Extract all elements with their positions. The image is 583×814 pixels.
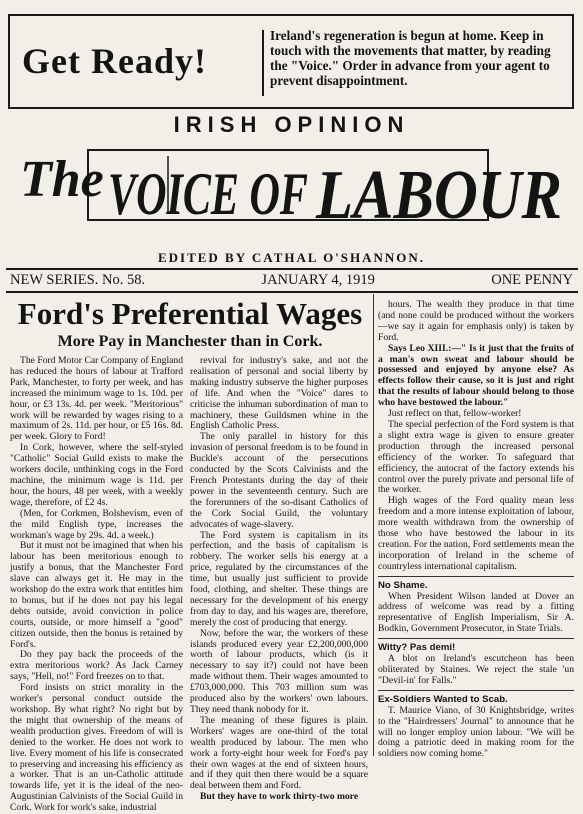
issue-date: JANUARY 4, 1919 [261,272,375,288]
header-divider [262,30,264,96]
ex-soldiers-heading: Ex-Soldiers Wanted to Scab. [378,693,508,705]
paragraph: But it must not be imagined that when his labour has been meritorious enough to justify a bonus, that the Manchester Ford slave can always get it. He may in the workshop do the extra work that entitles him to bonus, but if he does not pay his legal debts outside, avoid conviction in police courts, outside, or more himself a "good" citizen outside, then the bonus is retained by Ford's. [10,540,183,650]
get-ready-title: Get Ready! [22,41,207,81]
masthead-voice-of: VOICE OF [108,161,308,227]
paragraph: hours. The wealth they produce in that time (and none could be produced without the workers—we say it again for emphasis only) is taken by Ford. [378,299,574,343]
issue-price: ONE PENNY [491,272,573,288]
masthead-labour: LABOUR [315,157,562,234]
paragraph: High wages of the Ford quality mean less freedom and a more intense exploitation of labour, more wealth withdrawn from the ownership of those who have bestowed the labour in its creation. For the nation, Ford settlements mean the incorporation of Ireland in the scheme of countryless international capitalism. [378,495,574,572]
paragraph: But they have to work thirty-two more [200,791,359,803]
paragraph: The meaning of these figures is plain. Workers' wages are one-third of the total wealth produced by labour. The men who work a forty-eight hour week for Ford's pay their own wages at the end of sixteen hours, and if they quit then there would be a square deal between them and Ford. [190,714,368,792]
paragraph: The Ford Motor Car Company of England has reduced the hours of labour at Trafford Park, Manchester, to forty per week, and has increased the minimum wage to 1s. 10d. per hour, or £3 13s. 4d. per week. "Meritorious" work will be rewarded by wages rising to a maximum of 2s. 11d. per hour, or £5 16s. 8d. per week. Glory to Ford! [10,355,183,443]
top-rule [6,268,578,270]
paragraph: The special perfection of the Ford system is that a slight extra wage is given to ensure greater production through the increased personal efficiency of the worker. To safeguard that efficiency, the autocrat of the factory extends his control over the purely private and personal life of the worker. [378,418,574,496]
witty-heading: Witty? Pas demi! [378,642,456,654]
paragraph: Ford insists on strict morality in the worker's personal conduct outside the workshop. By what right? No right but by the might that ownership of the means of wealth production gives. Freedom of will is denied to the worker. He does not work to live. Every moment of his life is consecrated to preserving and increasing his efficiency as a worker. That is an un-Catholic attitude towards life, yet it is the ideal of the neo-Augustinian Calvinists of the Social Guild in Cork. Work for work's sake, industrial [10,682,183,814]
irish-opinion-banner: IRISH OPINION [173,112,410,137]
paragraph: revival for industry's sake, and not the realisation of personal and social liberty by making industry subserve the higher purposes of life. And when the "Voice" dares to criticise the inhuman subordination of man to machinery, these Guildsmen whine in the English Catholic Press. [190,355,368,432]
paragraph: Do they pay back the proceeds of the extra meritorious work? As Jack Carney says, "Hell, no!" Ford freezes on to that. [10,649,183,683]
editor-line: EDITED BY CATHAL O'SHANNON. [157,250,426,265]
section-rule [378,576,574,577]
section-rule [378,690,574,691]
paragraph: Says Leo XIII.:—" Is it just that the fruits of a man's own sweat and labour should be possessed and enjoyed by anyone else? As effects follow their cause, so it is just and right that the results of labour should belong to those who have bestowed the labour." [378,342,574,409]
article-subhead: More Pay in Manchester than in Cork. [57,333,323,350]
bottom-rule [6,291,578,293]
paragraph: The only parallel in history for this invasion of personal freedom is to be found in Buckle's account of the persecutions conducted by the Scots Calvinists and the French Protestants during the day of their power in the seventeenth century. Such are the forerunners of the so-disant Catholics of the Cork Social Guild, the voluntary advocates of wage-slavery. [190,431,368,530]
paragraph: Just reflect on that, fellow-worker! [388,408,522,420]
masthead-the: The [20,151,104,208]
column-divider [373,294,374,756]
section-rule [378,638,574,639]
article-headline: Ford's Preferential Wages [17,296,363,331]
paragraph: T. Maurice Viano, of 30 Knightsbridge, writes to the "Hairdressers' Journal" to announce that he will no longer employ union labour. "We will be doing a patriotic deed in making room for the soldiers now coming home." [378,704,574,760]
masthead-title [18,136,566,232]
article-column-3 [378,299,574,760]
series-number: NEW SERIES. No. 58. [10,272,146,288]
regeneration-notice: Ireland's regeneration is begun at home. Keep in touch with the movements that matter, by reading the "Voice." Order in advance from your agent to prevent disappointment. [270,28,551,88]
article-column-1 [10,355,183,814]
issue-info-row [10,272,573,289]
article-column-2 [190,355,368,803]
no-shame-heading: No Shame. [378,579,428,591]
paragraph: When President Wilson landed at Dover an address of welcome was read by a fitting representative of English Imperialism, Sir A. Bodkin, Government Prosecutor, in State Trials. [378,590,574,635]
masthead-logo [18,136,566,232]
paragraph: Now, before the war, the workers of these islands produced every year £2,200,000,000 worth of labour products, which (is it necessary to say it?) could not have been made without them. Their wages amounted to £703,000,000. This 703 million sum was produced also by the workers' own labours. They need thank nobody for it. [190,627,368,715]
paragraph: A blot on Ireland's escutcheon has been obliterated by Staines. We reject the stale 'un "Devil-in' for Falls." [378,653,574,686]
paragraph: In Cork, however, where the self-styled "Catholic" Social Guild exists to make the workers docile, unthinking cogs in the Ford machine, the minimum wage is 11d. per hour, the hours, 48 per week, with a weekly wage, therefore, of £2 4s. [10,442,183,508]
paragraph: (Men, for Corkmen, Bolshevism, even of the mild English type, increases the workman's wage by 29s. 4d. a week.) [10,507,183,541]
paragraph: The Ford system is capitalism in its perfection, and the basis of capitalism is robbery. The worker sells his energy at a price, regulated by the circumstances of the time, but usually just sufficient to provide food, clothing, and shelter. These things are necessary for the development of his energy from day to day, and his wages are, therefore, merely the cost of producing that energy. [190,529,368,628]
